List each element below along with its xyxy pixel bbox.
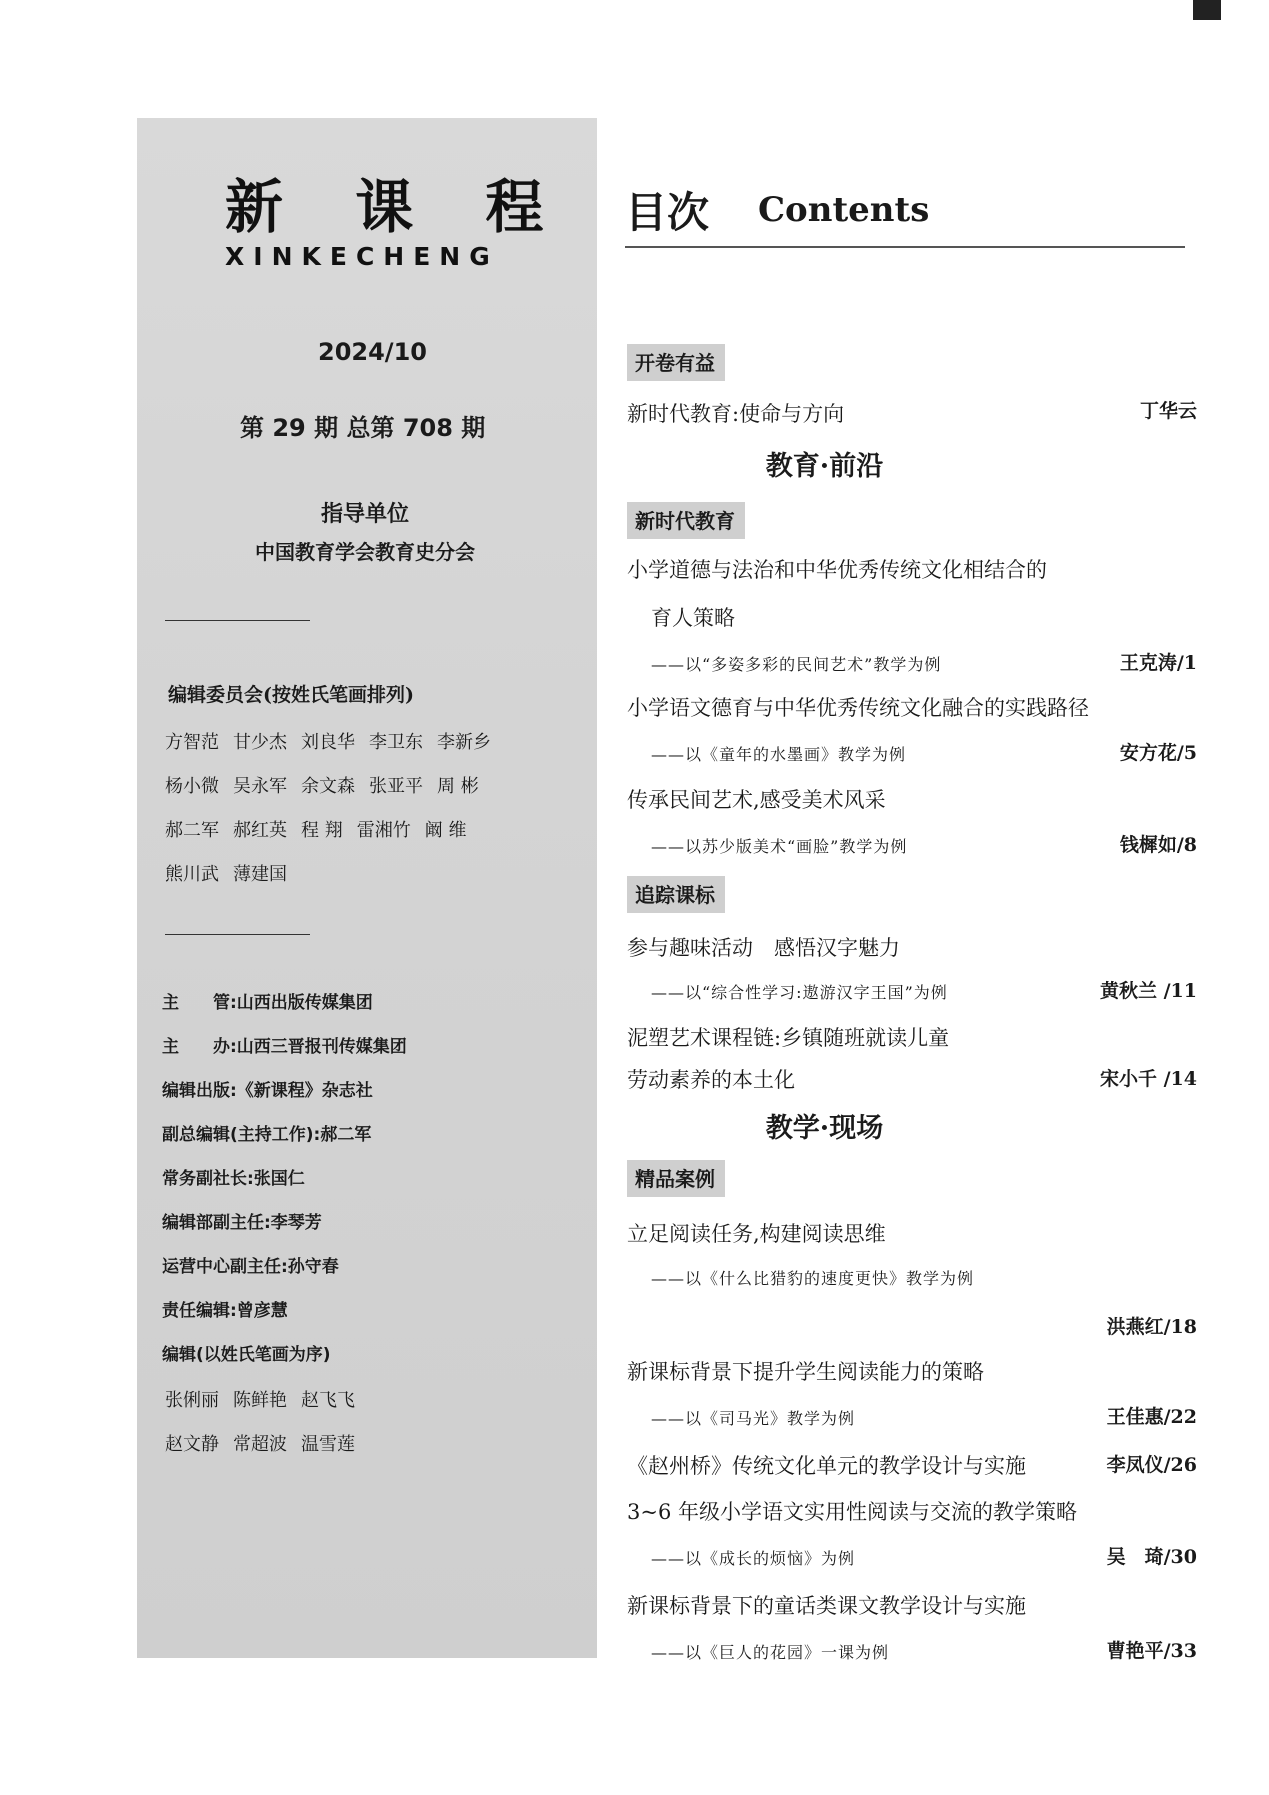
committee-row bbox=[165, 772, 493, 798]
committee-member: 薄建国 bbox=[233, 864, 287, 885]
guide-title: 指导单位 bbox=[320, 502, 409, 527]
staff-line: 责任编辑:曾彦慧 bbox=[162, 1301, 288, 1321]
staff-line: 主 办:山西三晋报刊传媒集团 bbox=[162, 1037, 407, 1057]
staff-line: 编辑部副主任:李琴芳 bbox=[162, 1213, 322, 1233]
toc-entry[interactable]: 新时代教育:使命与方向 bbox=[627, 402, 845, 426]
staff-line: 编辑出版:《新课程》杂志社 bbox=[162, 1081, 373, 1101]
committee-member: 熊川武 bbox=[165, 864, 219, 885]
section-tag: 精品案例 bbox=[627, 1160, 725, 1197]
toc-subtitle: ——以《成长的烦恼》为例 bbox=[651, 1549, 856, 1568]
toc-author: 宋小千 /14 bbox=[1100, 1068, 1197, 1090]
toc-entry[interactable]: 新课标背景下提升学生阅读能力的策略 bbox=[627, 1360, 984, 1384]
committee-member: 方智范 bbox=[165, 732, 219, 753]
toc-subtitle: ——以苏少版美术“画脸”教学为例 bbox=[651, 837, 908, 856]
committee-member: 郝二军 bbox=[165, 820, 219, 841]
toc-subtitle: ——以《巨人的花园》一课为例 bbox=[651, 1643, 890, 1662]
toc-entry[interactable]: 小学语文德育与中华优秀传统文化融合的实践路径 bbox=[627, 696, 1089, 720]
editor-name: 张俐丽 bbox=[165, 1390, 219, 1411]
toc-entry[interactable]: 3~6 年级小学语文实用性阅读与交流的教学策略 bbox=[627, 1500, 1077, 1524]
toc-subtitle: ——以“多姿多彩的民间艺术”教学为例 bbox=[651, 655, 942, 674]
toc-entry[interactable]: 劳动素养的本土化 bbox=[627, 1068, 795, 1092]
toc-subtitle: ——以“综合性学习:遨游汉字王国”为例 bbox=[651, 983, 948, 1002]
editor-name: 陈鲜艳 bbox=[233, 1390, 287, 1411]
committee-member: 甘少杰 bbox=[233, 732, 287, 753]
committee-member: 周 彬 bbox=[437, 776, 479, 797]
issue-number: 第 29 期 总第 708 期 bbox=[240, 414, 486, 442]
committee-member: 张亚平 bbox=[369, 776, 423, 797]
committee-member: 杨小微 bbox=[165, 776, 219, 797]
staff-line: 常务副社长:张国仁 bbox=[162, 1169, 305, 1189]
staff-line: 主 管:山西出版传媒集团 bbox=[162, 993, 373, 1013]
toc-author: 丁华云 bbox=[1139, 400, 1197, 422]
issue-date: 2024/10 bbox=[318, 338, 427, 366]
toc-author: 钱樨如/8 bbox=[1119, 834, 1197, 856]
toc-author: 洪燕红/18 bbox=[1106, 1316, 1197, 1338]
staff-line: 编辑(以姓氏笔画为序) bbox=[162, 1345, 331, 1365]
toc-entry[interactable]: 立足阅读任务,构建阅读思维 bbox=[627, 1222, 886, 1246]
editors-row bbox=[165, 1386, 369, 1412]
toc-title: 目次 bbox=[625, 188, 710, 237]
committee-member: 郝红英 bbox=[233, 820, 287, 841]
toc-author: 安方花/5 bbox=[1119, 742, 1197, 764]
toc-author: 吴 琦/30 bbox=[1106, 1546, 1197, 1568]
toc-author: 曹艳平/33 bbox=[1106, 1640, 1197, 1662]
staff-line: 运营中心副主任:孙守春 bbox=[162, 1257, 339, 1277]
committee-row bbox=[165, 728, 505, 754]
toc-entry[interactable]: 传承民间艺术,感受美术风采 bbox=[627, 788, 886, 812]
editors-row bbox=[165, 1430, 369, 1456]
committee-member: 程 翔 bbox=[301, 820, 343, 841]
section-tag: 新时代教育 bbox=[627, 502, 745, 539]
toc-entry[interactable]: 新课标背景下的童话类课文教学设计与实施 bbox=[627, 1594, 1026, 1618]
editor-name: 赵飞飞 bbox=[301, 1390, 355, 1411]
section-tag: 开卷有益 bbox=[627, 344, 725, 381]
section-heading: 教育·前沿 bbox=[765, 451, 884, 482]
toc-author: 王佳惠/22 bbox=[1106, 1406, 1197, 1428]
toc-entry[interactable]: 育人策略 bbox=[651, 606, 735, 630]
section-heading: 教学·现场 bbox=[765, 1113, 884, 1144]
editor-name: 赵文静 bbox=[165, 1434, 219, 1455]
toc-subtitle: ——以《童年的水墨画》教学为例 bbox=[651, 745, 907, 764]
committee-member: 雷湘竹 bbox=[356, 820, 411, 841]
toc-entry[interactable]: 泥塑艺术课程链:乡镇随班就读儿童 bbox=[627, 1026, 950, 1050]
committee-member: 刘良华 bbox=[301, 732, 355, 753]
scan-edge-mark bbox=[1193, 0, 1221, 20]
toc-author: 李凤仪/26 bbox=[1106, 1454, 1197, 1476]
committee-member: 吴永军 bbox=[233, 776, 287, 797]
staff-line: 副总编辑(主持工作):郝二军 bbox=[162, 1125, 372, 1145]
committee-row bbox=[165, 816, 480, 842]
toc-divider bbox=[625, 246, 1185, 248]
divider bbox=[165, 620, 310, 621]
committee-member: 李卫东 bbox=[369, 732, 423, 753]
divider bbox=[165, 934, 310, 935]
committee-row bbox=[165, 860, 301, 886]
toc-author: 王克涛/1 bbox=[1119, 652, 1197, 674]
committee-member: 阚 维 bbox=[424, 820, 467, 841]
toc-entry[interactable]: 《赵州桥》传统文化单元的教学设计与实施 bbox=[627, 1454, 1026, 1478]
section-tag: 追踪课标 bbox=[627, 876, 725, 913]
toc-entry[interactable]: 参与趣味活动 感悟汉字魅力 bbox=[627, 936, 900, 960]
toc-author: 黄秋兰 /11 bbox=[1100, 980, 1197, 1002]
magazine-brand: 新 课 程 bbox=[225, 173, 570, 241]
toc-subtitle: ——以《司马光》教学为例 bbox=[651, 1409, 856, 1428]
committee-title: 编辑委员会(按姓氏笔画排列) bbox=[168, 684, 414, 706]
editor-name: 温雪莲 bbox=[301, 1434, 355, 1455]
magazine-pinyin: XINKECHENG bbox=[225, 242, 499, 271]
toc-title-en: Contents bbox=[758, 190, 930, 230]
toc-subtitle: ——以《什么比猎豹的速度更快》教学为例 bbox=[651, 1269, 975, 1288]
committee-member: 李新乡 bbox=[437, 732, 491, 753]
guide-unit: 中国教育学会教育史分会 bbox=[255, 540, 475, 564]
editor-name: 常超波 bbox=[233, 1434, 287, 1455]
committee-member: 余文森 bbox=[301, 776, 355, 797]
toc-entry[interactable]: 小学道德与法治和中华优秀传统文化相结合的 bbox=[627, 558, 1047, 582]
